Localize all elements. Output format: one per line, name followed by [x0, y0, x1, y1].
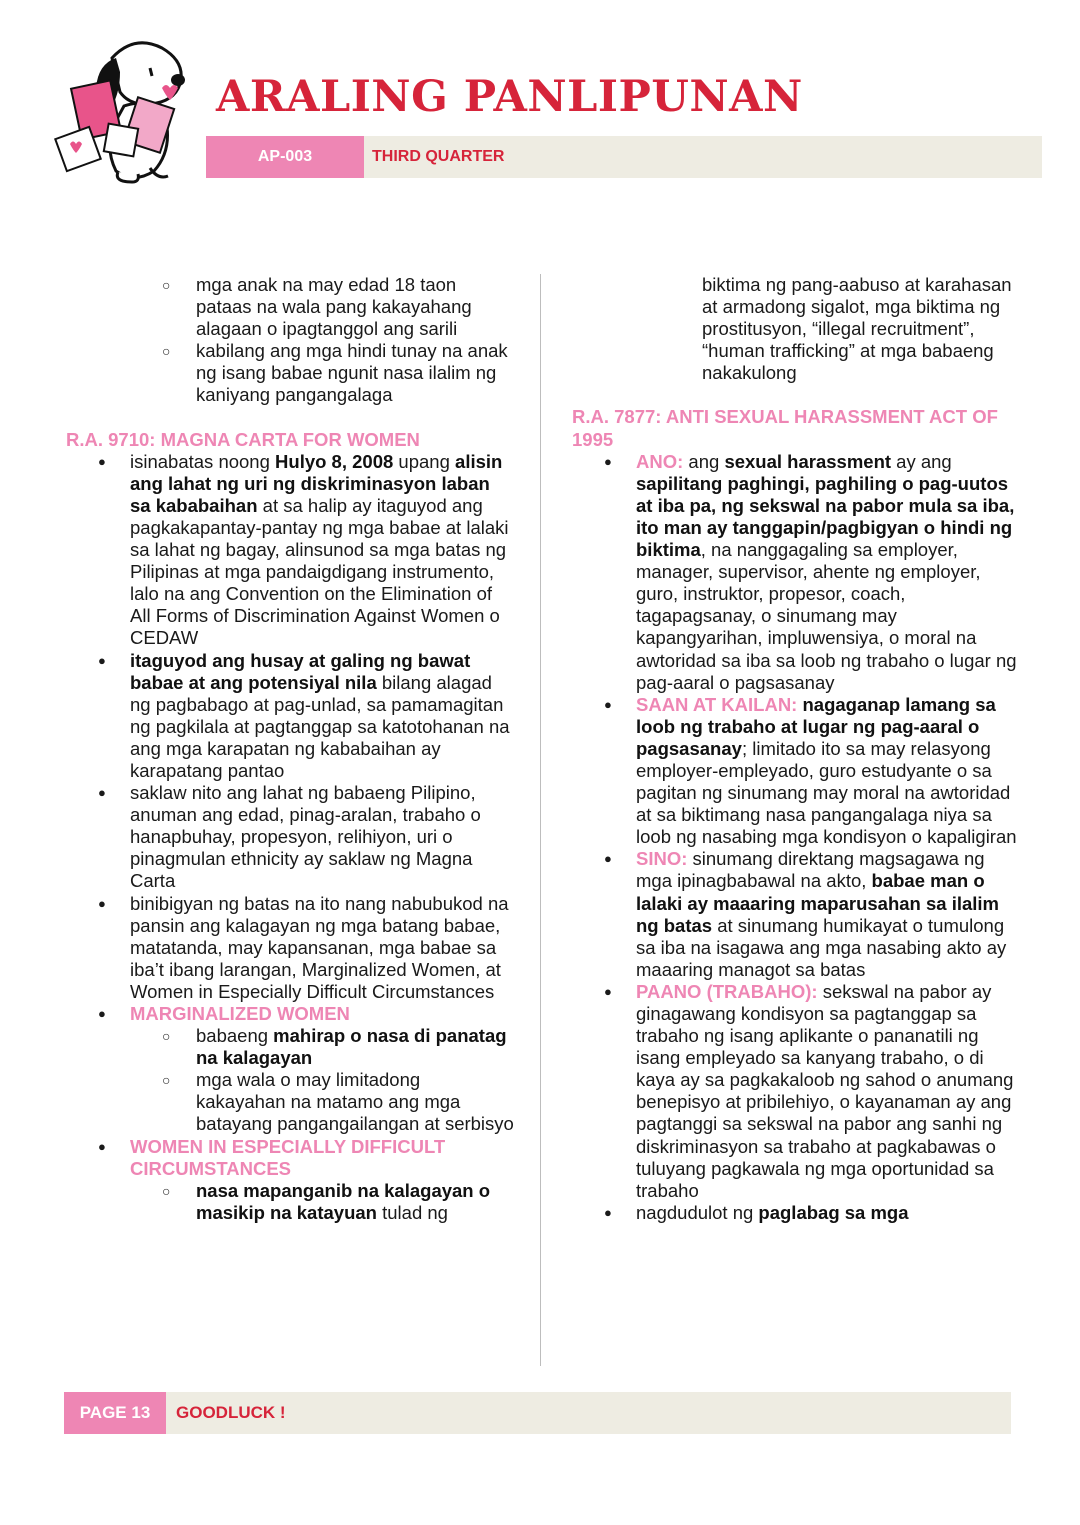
wedc-sub-list [130, 1180, 514, 1224]
continued-sub-list [66, 274, 514, 407]
sub-list-item: ○ mga anak na may edad 18 taon pataas na wala pang kakayahang alagaan o ipagtanggol ang sarili [66, 274, 514, 340]
list-item-paano: ● PAANO (TRABAHO): sekswal na pabor ay ginagawang kondisyon sa pagtanggap sa trabaho ng isang aplikante o pananatili ng isang empleyado sa kanyang trabaho, o di kaya ay sa pagkakaloob ng sahod o anumang benepisyo at pribilehiyo, o kayanaman ay ang pagtanggi sa sekswal na pabor ang sanhi ng diskriminasyon sa trabaho at pagkabawas o tuluyang pagkawala ng mga oportunidad sa trabaho [572, 981, 1018, 1202]
snoopy-mascot-illustration [54, 36, 199, 184]
marginalized-sub-list [130, 1025, 514, 1135]
list-item-saan: ● SAAN AT KAILAN: nagaganap lamang sa loob ng trabaho at lugar ng pag-aaral o pagsasanay; limitado ito sa may relasyong employer-empleyado, guro estudyante o sa pagitan ng sinumang may moral na awtoridad at sa biktimang nasa pangangalaga niya sa loob ng nasabing mga kondisyon o kapaligiran [572, 694, 1018, 849]
list-item-wedc [66, 1136, 514, 1224]
list-item-marginalized [66, 1003, 514, 1136]
continued-text: biktima ng pang-aabuso at karahasan at armadong sigalot, mga biktima ng prostitusyon, “illegal recruitment”, “human trafficking” at mga babaeng nakakulong [702, 274, 1012, 384]
footer-bar [64, 1392, 1011, 1434]
left-column [66, 274, 514, 1224]
sub-list-item: ○ nasa mapanganib na kalagayan o masikip na katayuan tulad ng [130, 1180, 514, 1224]
header-bar [206, 136, 1042, 178]
section-heading-anti-sexual-harassment: R.A. 7877: ANTI SEXUAL HARASSMENT ACT OF 1995 [572, 406, 998, 450]
page-number-badge: PAGE 13 [64, 1392, 166, 1434]
quarter-label: THIRD QUARTER [372, 148, 505, 165]
marginalized-label: MARGINALIZED WOMEN [130, 1003, 350, 1024]
list-item-ano: ● ANO: ang sexual harassment ay ang sapilitang paghingi, paghiling o pag-uutos at iba pa, ng sekswal na pabor mula sa iba, ito man ay tanggapin/pagbigyan o hindi ng biktima, na nanggagaling sa employer, manager, supervisor, ahente ng employer, guro, instruktor, propesor, coach, tagapagsanay, o sinumang may kapangyarihan, impluwensiya, o moral na awtoridad sa iba sa loob ng trabaho o lugar ng pag-aaral o pagsasanay [572, 451, 1018, 694]
magna-carta-list [66, 451, 514, 1224]
list-item: ● nagdudulot ng paglabag sa mga [572, 1202, 1018, 1224]
sub-list-item: ○ kabilang ang mga hindi tunay na anak ng isang babae ngunit nasa ilalim ng kaniyang pangangalaga [66, 340, 514, 406]
list-item: ● binibigyan ng batas na ito nang nabubukod na pansin ang kalagayan ng mga batang babae, matatanda, may kapansanan, mga babae sa iba’t ibang larangan, Marginalized Women, at Women in Especially Difficult Circumstances [66, 893, 514, 1003]
page-title: ARALING PANLIPUNAN [216, 72, 803, 122]
wedc-label: WOMEN IN ESPECIALLY DIFFICULT CIRCUMSTANCES [130, 1135, 446, 1179]
course-code-badge: AP-003 [206, 136, 364, 178]
footer-message: GOODLUCK ! [176, 1403, 286, 1422]
column-divider [540, 274, 541, 1366]
list-item-sino: ● SINO: sinumang direktang magsagawa ng mga ipinagbabawal na akto, babae man o lalaki ay maaaring maparusahan sa ilalim ng batas at sinumang humikayat o tumulong sa iba na isagawa ang mga nasabing akto ay maaaring managot sa batas [572, 848, 1018, 981]
list-item: ● saklaw nito ang lahat ng babaeng Pilipino, anuman ang edad, pinag-aralan, trabaho o hanapbuhay, propesyon, relihiyon, uri o pinagmulan ethnicity ay saklaw ng Magna Carta [66, 782, 514, 892]
sub-list-item: ○ mga wala o may limitadong kakayahan na matamo ang mga batayang pangangailangan at serbisyo [130, 1069, 514, 1135]
anti-harassment-list [572, 451, 1018, 1224]
section-heading-magna-carta: R.A. 9710: MAGNA CARTA FOR WOMEN [66, 428, 420, 450]
list-item: ● itaguyod ang husay at galing ng bawat babae at ang potensiyal nila bilang alagad ng pagbabago at pag-unlad, sa pamamagitan ng pagkilala at pagtanggap sa katotohanan na ang mga karapatan ng kababaihan ay karapatang pantao [66, 650, 514, 783]
list-item: ● isinabatas noong Hulyo 8, 2008 upang alisin ang lahat ng uri ng diskriminasyon laban sa kababaihan at sa halip ay itaguyod ang pagkakapantay-pantay ng mga babae at lalaki sa lahat ng bagay, alinsunod sa mga batas ng Pilipinas at mga pandaigdigang instrumento, lalo na ang Convention on the Elimination of All Forms of Discrimination Against Women o CEDAW [66, 451, 514, 650]
right-column [572, 274, 1018, 1224]
sub-list-item: ○ babaeng mahirap o nasa di panatag na kalagayan [130, 1025, 514, 1069]
